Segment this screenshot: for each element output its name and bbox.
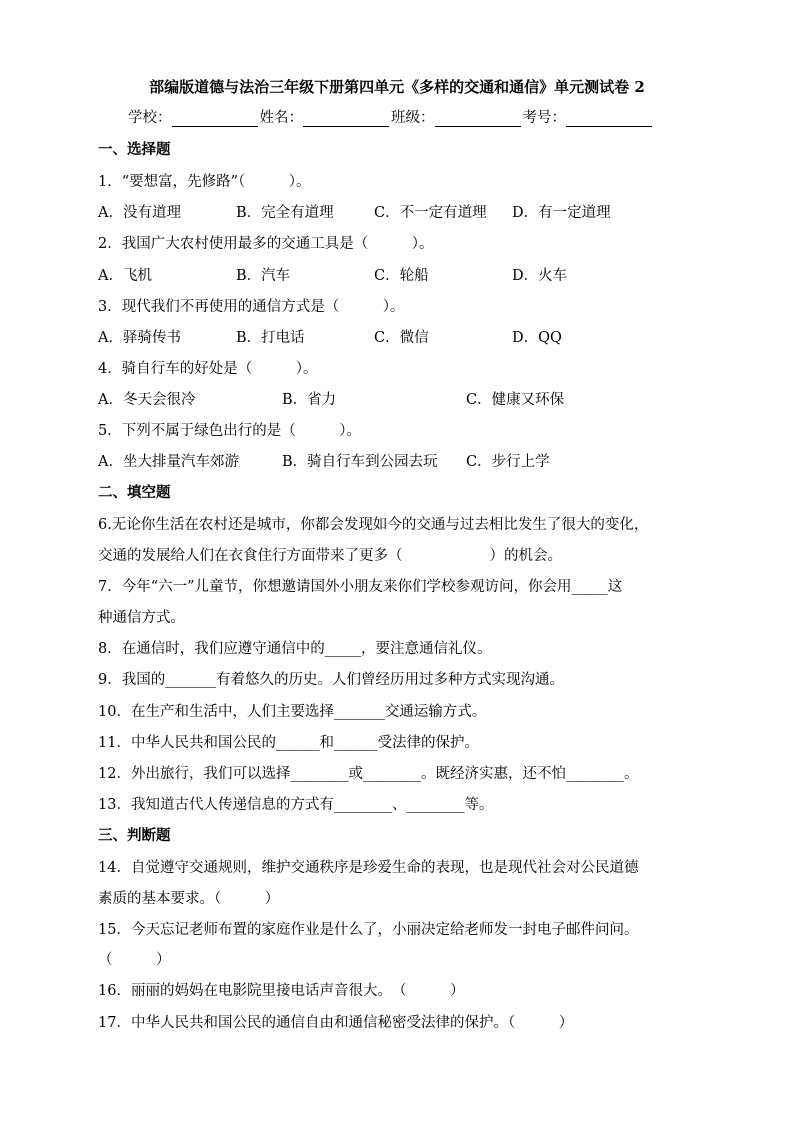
question-6-line-2: 交通的发展给人们在衣食住行方面带来了更多（ ）的机会。 — [98, 548, 562, 564]
option-a[interactable]: A．驿骑传书 — [98, 330, 181, 346]
option-a[interactable]: A．冬天会很冷 — [98, 392, 196, 408]
option-a[interactable]: A．没有道理 — [98, 205, 181, 221]
exam-no-label: 考号： — [522, 110, 566, 126]
student-info-row — [128, 106, 654, 127]
question-4-stem: 4．骑自行车的好处是（ ）。 — [98, 361, 318, 377]
option-b[interactable]: B．骑自行车到公园去玩 — [282, 454, 438, 470]
exam-no-blank[interactable] — [566, 112, 652, 127]
name-label: 姓名： — [259, 110, 303, 126]
option-c[interactable]: C．步行上学 — [466, 454, 550, 470]
school-blank[interactable] — [172, 112, 258, 127]
school-label: 学校： — [128, 110, 172, 126]
question-15-line-2: （ ） — [98, 952, 171, 968]
question-17: 17．中华人民共和国公民的通信自由和通信秘密受法律的保护。（ ） — [98, 1015, 574, 1031]
option-c[interactable]: C．轮船 — [374, 268, 429, 284]
question-5-stem: 5．下列不属于绿色出行的是（ ）。 — [98, 423, 361, 439]
section-heading-fill: 二、填空题 — [98, 484, 171, 501]
question-2-stem: 2．我国广大农村使用最多的交通工具是（ ）。 — [98, 236, 434, 252]
section-heading-choice: 一、选择题 — [98, 141, 171, 158]
section-heading-judge: 三、判断题 — [98, 827, 171, 844]
option-d[interactable]: D．QQ — [512, 330, 562, 346]
question-14-line-1: 14．自觉遵守交通规则，维护交通秩序是珍爱生命的表现，也是现代社会对公民道德 — [98, 860, 639, 876]
question-7-line-2: 种通信方式。 — [98, 610, 185, 626]
name-blank[interactable] — [303, 112, 389, 127]
option-d[interactable]: D．火车 — [512, 268, 568, 284]
option-b[interactable]: B．完全有道理 — [236, 205, 334, 221]
option-c[interactable]: C．微信 — [374, 330, 429, 346]
option-a[interactable]: A．飞机 — [98, 268, 152, 284]
question-15-line-1: 15．今天忘记老师布置的家庭作业是什么了，小丽决定给老师发一封电子邮件问问。 — [98, 922, 639, 938]
option-d[interactable]: D．有一定道理 — [512, 205, 611, 221]
question-7-line-1: 7．今年“六一”儿童节，你想邀请国外小朋友来你们学校参观访问，你会用_____这 — [98, 579, 623, 595]
question-13: 13．我知道古代人传递信息的方式有________、________等。 — [98, 797, 494, 813]
option-c[interactable]: C．健康又环保 — [466, 392, 565, 408]
page-title: 部编版道德与法治三年级下册第四单元《多样的交通和通信》单元测试卷 2 — [149, 78, 645, 96]
option-b[interactable]: B．省力 — [282, 392, 337, 408]
option-a[interactable]: A．坐大排量汽车郊游 — [98, 454, 239, 470]
question-8: 8．在通信时，我们应遵守通信中的_____，要注意通信礼仪。 — [98, 641, 492, 657]
question-6-line-1: 6.无论你生活在农村还是城市，你都会发现如今的交通与过去相比发生了很大的变化， — [98, 517, 649, 533]
option-b[interactable]: B．汽车 — [236, 268, 291, 284]
question-14-line-2: 素质的基本要求。（ ） — [98, 891, 280, 907]
question-16: 16．丽丽的妈妈在电影院里接电话声音很大。 （ ） — [98, 983, 465, 999]
question-10: 10．在生产和生活中，人们主要选择_______交通运输方式。 — [98, 704, 487, 720]
option-c[interactable]: C．不一定有道理 — [374, 205, 487, 221]
question-12: 12．外出旅行，我们可以选择________或________。既经济实惠，还不怕________。 — [98, 766, 639, 782]
class-blank[interactable] — [435, 112, 521, 127]
question-3-stem: 3．现代我们不再使用的通信方式是（ ）。 — [98, 299, 405, 315]
option-b[interactable]: B．打电话 — [236, 330, 305, 346]
question-9: 9．我国的_______有着悠久的历史。人们曾经历用过多种方式实现沟通。 — [98, 672, 564, 688]
class-label: 班级： — [391, 110, 435, 126]
question-11: 11．中华人民共和国公民的______和______受法律的保护。 — [98, 735, 479, 751]
question-1-stem: 1．“要想富，先修路”（ ）。 — [98, 174, 311, 190]
